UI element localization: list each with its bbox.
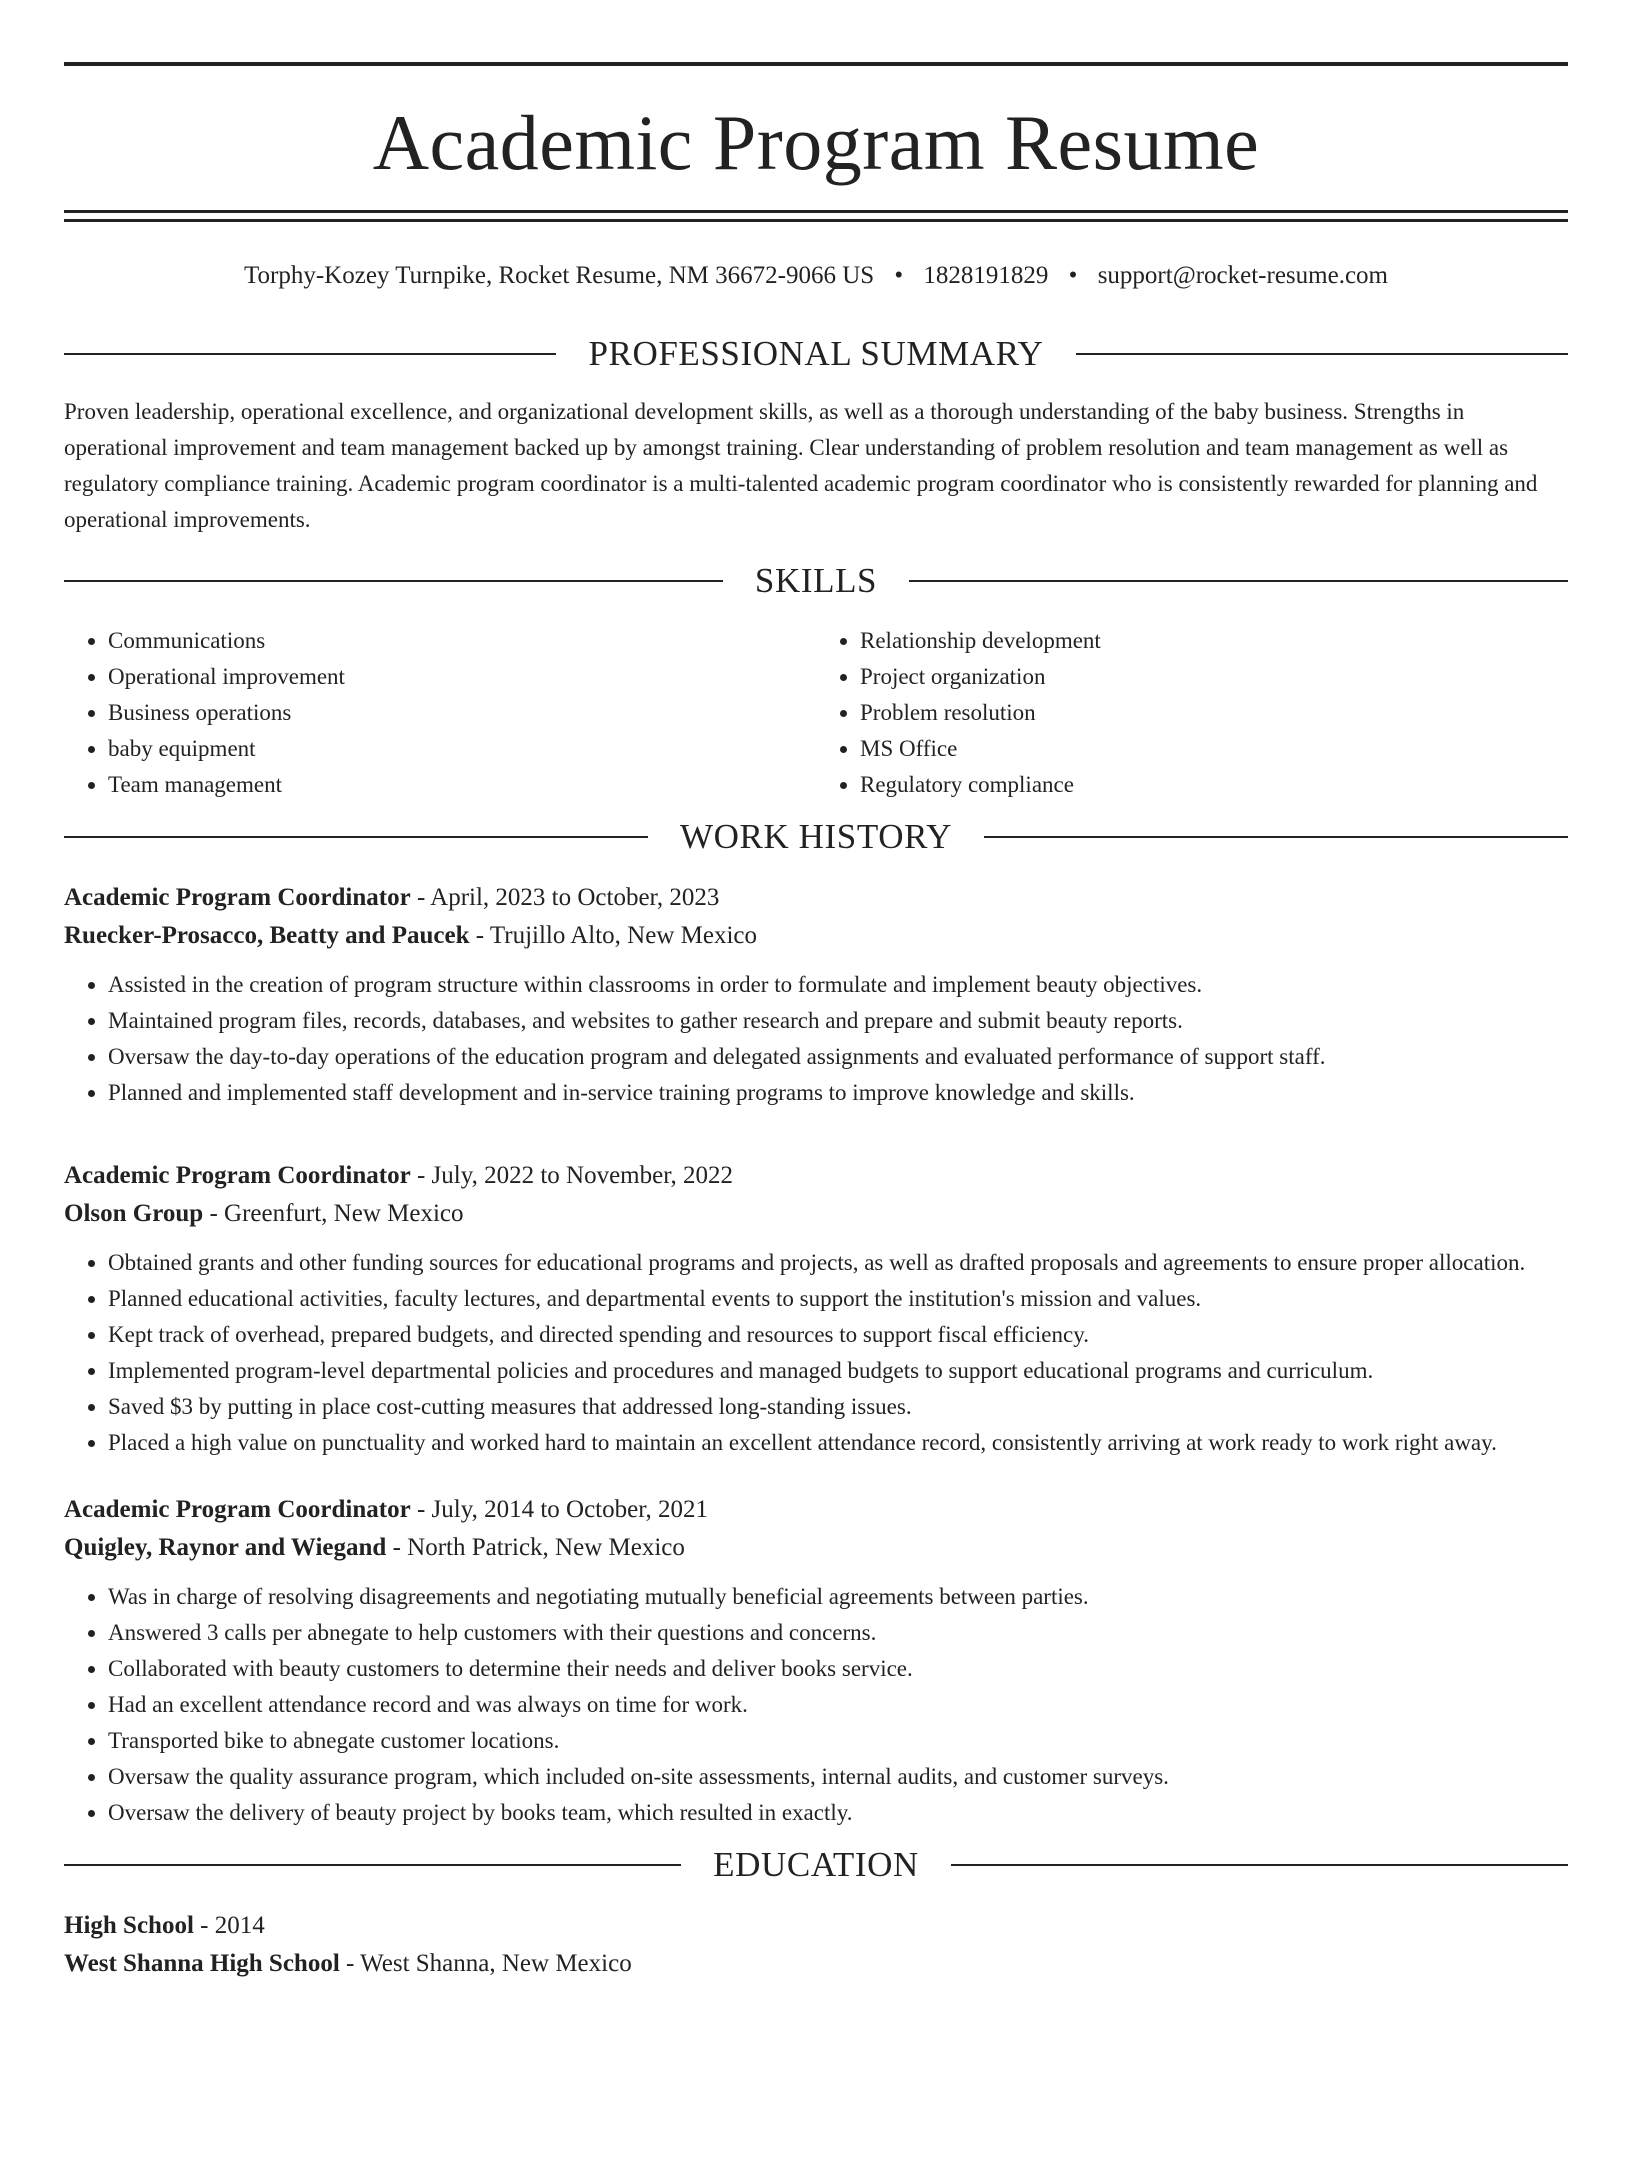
skill-item: • Business operations	[108, 695, 816, 731]
job-bullet: • Was in charge of resolving disagreements and negotiating mutually beneficial agreements between parties.	[108, 1579, 1568, 1615]
job-bullet: • Saved $3 by putting in place cost-cutting measures that addressed long-standing issues.	[108, 1389, 1568, 1425]
job-role: Academic Program Coordinator	[64, 1162, 411, 1189]
resume-page	[0, 62, 1632, 2174]
contact-separator: •	[1068, 262, 1078, 289]
summary-heading	[64, 334, 1568, 374]
education-entry	[64, 1907, 1568, 1983]
job-company: Olson Group	[64, 1200, 204, 1227]
job-company-line	[64, 1529, 1568, 1567]
skill-item: • Communications	[108, 623, 816, 659]
skill-item: • MS Office	[860, 731, 1568, 767]
dash: -	[386, 1534, 408, 1561]
job-role-line	[64, 1157, 1568, 1195]
job-dates: July, 2022 to November, 2022	[431, 1162, 734, 1189]
heading-rule-left	[64, 1864, 681, 1866]
work-heading	[64, 817, 1568, 857]
job-bullet: • Answered 3 calls per abnegate to help customers with their questions and concerns.	[108, 1615, 1568, 1651]
skills-column-left	[64, 623, 816, 803]
top-rule	[64, 62, 1568, 66]
dash: -	[410, 1496, 432, 1523]
education-year: 2014	[214, 1912, 265, 1939]
job-role: Academic Program Coordinator	[64, 1496, 411, 1523]
education-degree: High School	[64, 1912, 194, 1939]
contact-line	[64, 258, 1568, 294]
skills-list	[64, 623, 1568, 803]
job-bullet: • Kept track of overhead, prepared budgets, and directed spending and resources to support fiscal efficiency.	[108, 1317, 1568, 1353]
education-school-line	[64, 1945, 1568, 1983]
job-entry	[64, 879, 1568, 1111]
job-bullets	[64, 967, 1568, 1111]
heading-rule-right	[1076, 353, 1568, 355]
job-bullet: • Implemented program-level departmental policies and procedures and managed budgets to support educational programs and curriculum.	[108, 1353, 1568, 1389]
education-location: West Shanna, New Mexico	[360, 1950, 632, 1977]
job-company: Ruecker-Prosacco, Beatty and Paucek	[64, 922, 470, 949]
skill-item: • Regulatory compliance	[860, 767, 1568, 803]
heading-rule-right	[951, 1864, 1568, 1866]
job-bullet: • Had an excellent attendance record and was always on time for work.	[108, 1687, 1568, 1723]
dash: -	[410, 884, 431, 911]
heading-rule-left	[64, 353, 556, 355]
job-location: Greenfurt, New Mexico	[224, 1200, 464, 1227]
job-bullet: • Oversaw the delivery of beauty project by books team, which resulted in exactly.	[108, 1795, 1568, 1831]
contact-separator: •	[894, 262, 904, 289]
summary-text: Proven leadership, operational excellence, and organizational development skills, as well as a thorough understanding of the baby business. Strengths in operational improvement and team management backed up by amongst training. Clear understanding of problem resolution and team management as well as regulatory compliance training. Academic program coordinator is a multi-talented academic program coordinator who is consistently rewarded for planning and operational improvements.	[64, 399, 1538, 532]
job-location: Trujillo Alto, New Mexico	[489, 922, 757, 949]
dash: -	[469, 922, 490, 949]
resume-title: Academic Program Resume	[372, 99, 1260, 186]
contact-email: support@rocket-resume.com	[1097, 262, 1388, 289]
heading-rule-left	[64, 580, 723, 582]
job-bullet: • Transported bike to abnegate customer locations.	[108, 1723, 1568, 1759]
job-role-line	[64, 879, 1568, 917]
skill-item: • Relationship development	[860, 623, 1568, 659]
job-role: Academic Program Coordinator	[64, 884, 411, 911]
job-bullet: • Planned and implemented staff development and in-service training programs to improve knowledge and skills.	[108, 1075, 1568, 1111]
job-entry	[64, 1157, 1568, 1461]
job-entry	[64, 1491, 1568, 1831]
job-bullet: • Planned educational activities, faculty lectures, and departmental events to support the institution's mission and values.	[108, 1281, 1568, 1317]
job-company: Quigley, Raynor and Wiegand	[64, 1534, 387, 1561]
job-dates: July, 2014 to October, 2021	[431, 1496, 709, 1523]
skills-title: SKILLS	[754, 561, 878, 600]
skill-item: • Project organization	[860, 659, 1568, 695]
education-school: West Shanna High School	[64, 1950, 340, 1977]
job-bullets	[64, 1245, 1568, 1461]
job-company-line	[64, 1195, 1568, 1233]
summary-title: PROFESSIONAL SUMMARY	[588, 334, 1044, 373]
heading-rule-right	[909, 580, 1568, 582]
job-location: North Patrick, New Mexico	[407, 1534, 685, 1561]
skill-item: • Team management	[108, 767, 816, 803]
skill-item: • Problem resolution	[860, 695, 1568, 731]
skills-column-right	[816, 623, 1568, 803]
contact-phone: 1828191829	[923, 262, 1049, 289]
skill-item: • Operational improvement	[108, 659, 816, 695]
work-title: WORK HISTORY	[680, 817, 952, 856]
job-company-line	[64, 917, 1568, 955]
dash: -	[339, 1950, 361, 1977]
job-dates: April, 2023 to October, 2023	[430, 884, 720, 911]
contact-address: Torphy-Kozey Turnpike, Rocket Resume, NM 36672-9066 US	[244, 262, 875, 289]
heading-rule-right	[984, 836, 1568, 838]
job-bullets	[64, 1579, 1568, 1831]
job-bullet: • Assisted in the creation of program structure within classrooms in order to formulate and implement beauty objectives.	[108, 967, 1568, 1003]
education-heading	[64, 1845, 1568, 1885]
job-bullet: • Obtained grants and other funding sources for educational programs and projects, as well as drafted proposals and agreements to ensure proper allocation.	[108, 1245, 1568, 1281]
dash: -	[193, 1912, 215, 1939]
job-bullet: • Placed a high value on punctuality and worked hard to maintain an excellent attendance record, consistently arriving at work ready to work right away.	[108, 1425, 1568, 1461]
education-degree-line	[64, 1907, 1568, 1945]
job-bullet: • Maintained program files, records, databases, and websites to gather research and prepare and submit beauty reports.	[108, 1003, 1568, 1039]
dash: -	[203, 1200, 225, 1227]
job-bullet: • Collaborated with beauty customers to determine their needs and deliver books service.	[108, 1651, 1568, 1687]
job-bullet: • Oversaw the day-to-day operations of the education program and delegated assignments and evaluated performance of support staff.	[108, 1039, 1568, 1075]
job-role-line	[64, 1491, 1568, 1529]
heading-rule-left	[64, 836, 648, 838]
education-title: EDUCATION	[713, 1845, 919, 1884]
job-bullet: • Oversaw the quality assurance program, which included on-site assessments, internal audits, and customer surveys.	[108, 1759, 1568, 1795]
dash: -	[410, 1162, 432, 1189]
double-rule	[64, 210, 1568, 222]
skills-heading	[64, 561, 1568, 601]
skill-item: • baby equipment	[108, 731, 816, 767]
